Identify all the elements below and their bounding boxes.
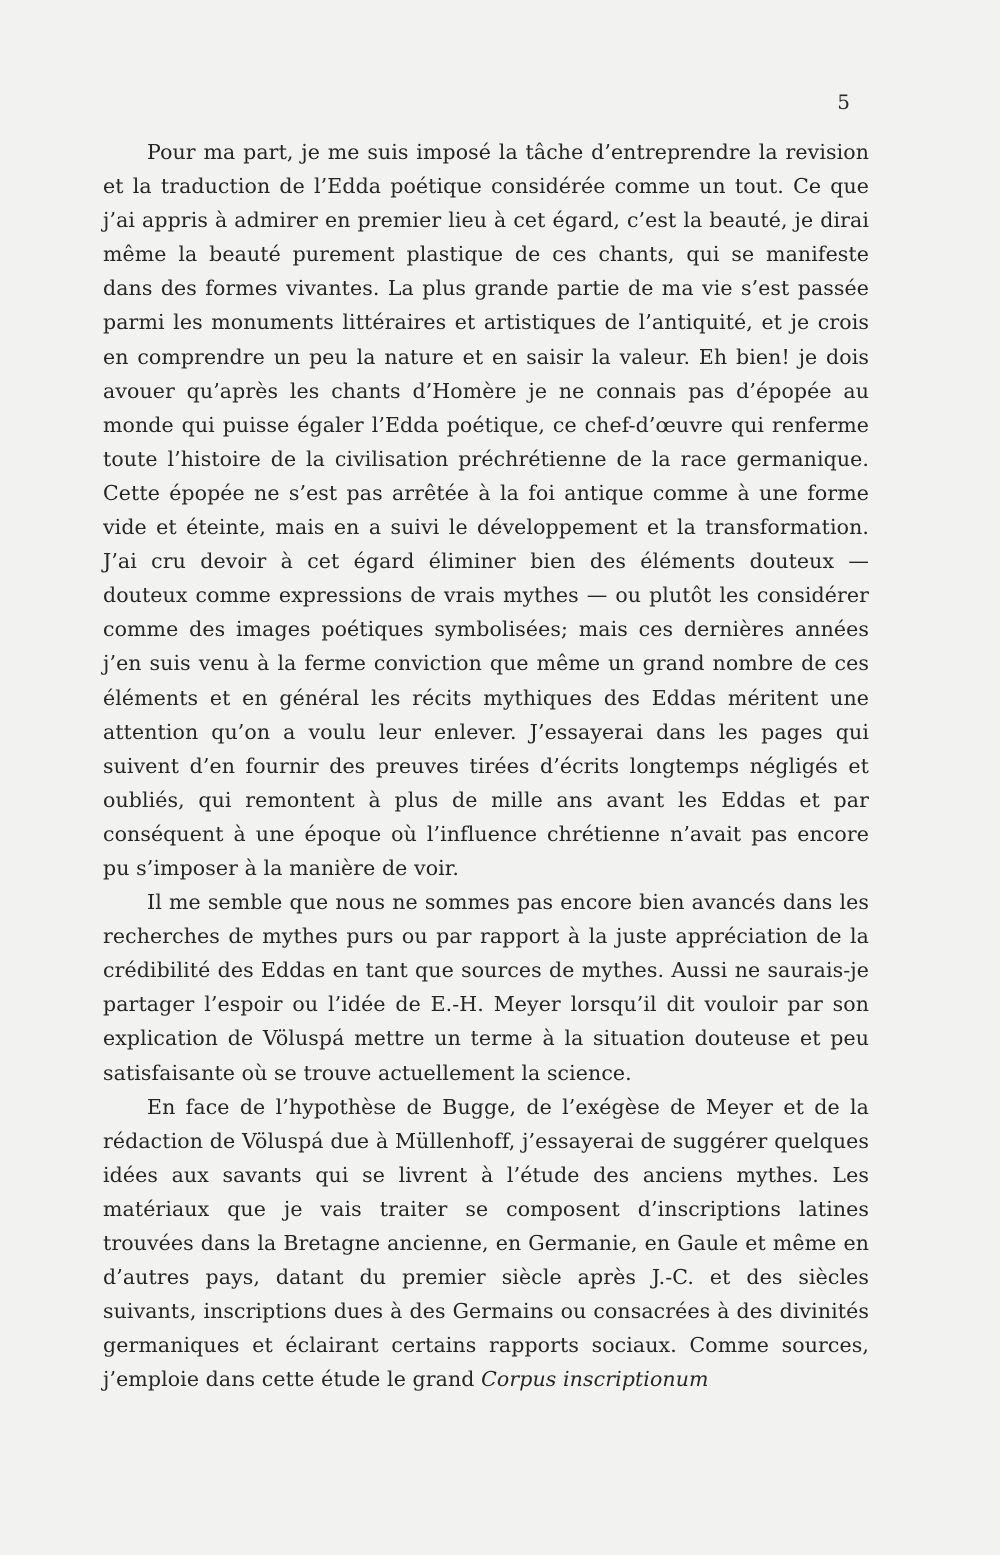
paragraph-3 [103,1090,869,1397]
page-number: 5 [837,90,850,114]
paragraph-1: Pour ma part, je me suis imposé la tâche d’entreprendre la revision et la traduction de l’Edda poétique considérée comme un tout. Ce que j’ai appris à admirer en premier lieu à cet égard, c’est la beauté, je dirai même la beauté purement plastique de ces chants, qui se manifeste dans des formes vivantes. La plus grande partie de ma vie s’est passée parmi les monuments littéraires et artistiques de l’antiquité, et je crois en comprendre un peu la nature et en saisir la valeur. Eh bien! je dois avouer qu’après les chants d’Homère je ne connais pas d’épopée au monde qui puisse égaler l’Edda poétique, ce chef-d’œuvre qui renferme toute l’histoire de la civilisation préchrétienne de la race germanique. Cette épopée ne s’est pas arrêtée à la foi antique comme à une forme vide et éteinte, mais en a suivi le développement et la transformation. J’ai cru devoir à cet égard éliminer bien des éléments douteux — douteux comme expressions de vrais mythes — ou plutôt les considérer comme des images poétiques symbolisées; mais ces dernières années j’en suis venu à la ferme conviction que même un grand nombre de ces éléments et en général les récits mythiques des Eddas méritent une attention qu’on a voulu leur enlever. J’essayerai dans les pages qui suivent d’en fournir des preuves tirées d’écrits longtemps négligés et oubliés, qui remontent à plus de mille ans avant les Eddas et par conséquent à une époque où l’influence chrétienne n’avait pas encore pu s’imposer à la manière de voir. [103,140,869,880]
paragraph-3-italic-title: Corpus inscriptionum [481,1367,709,1392]
paragraph-3-text: En face de l’hypothèse de Bugge, de l’exégèse de Meyer et de la rédaction de Völuspá due à Müllenhoff, j’essayerai de suggérer quelques idées aux savants qui se livrent à l’étude des anciens mythes. Les matériaux que je vais traiter se composent d’inscriptions latines trouvées dans la Bretagne ancienne, en Germanie, en Gaule et même en d’autres pays, datant du premier siècle après J.-C. et des siècles suivants, inscriptions dues à des Germains ou consacrées à des divinités germaniques et éclairant certains rapports sociaux. Comme sources, j’emploie dans cette étude le grand [103,1094,869,1392]
body-text [103,135,869,1396]
paragraph-2: Il me semble que nous ne sommes pas encore bien avancés dans les recherches de mythes purs ou par rapport à la juste appréciation de la crédibilité des Eddas en tant que sources de mythes. Aussi ne saurais-je partager l’espoir ou l’idée de E.-H. Meyer lorsqu’il dit vouloir par son explication de Völuspá mettre un terme à la situation douteuse et peu satisfaisante où se trouve actuellement la science. [103,890,869,1085]
